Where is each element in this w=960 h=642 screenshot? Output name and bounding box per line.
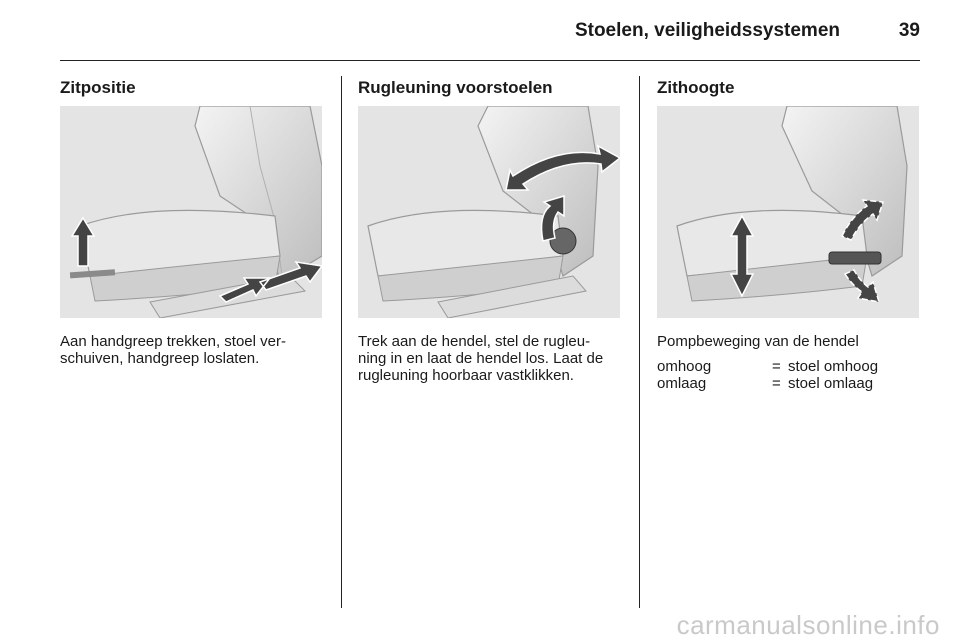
caption-rugleuning: [358, 333, 624, 384]
seat-fore-aft-illustration: [60, 106, 322, 318]
caption-text: Trek aan de hendel, stel de rugleu- ning in en laat de hendel los. Laat de rugleuning hoorbaar vastklikken.: [358, 333, 604, 384]
definition-meaning-stoel-omlaag: stoel omlaag: [788, 375, 874, 392]
caption-text: Pompbeweging van de hendel: [657, 333, 859, 350]
caption-zitpositie: [60, 333, 326, 367]
definition-term-omhoog: omhoog: [657, 358, 712, 375]
section-heading-zitpositie: Zitpositie: [60, 78, 136, 97]
caption-text: Aan handgreep trekken, stoel ver- schuiven, handgreep loslaten.: [60, 333, 286, 367]
height-lever: [829, 252, 881, 264]
definition-meaning-stoel-omhoog: stoel omhoog: [788, 358, 879, 375]
column-divider-2: [639, 76, 640, 608]
section-heading-rugleuning: Rugleuning voorstoelen: [358, 78, 553, 97]
caption-zithoogte: [657, 333, 923, 350]
column-divider-1: [341, 76, 342, 608]
watermark: carmanualsonline.info: [676, 610, 940, 640]
definition-separator: =: [772, 358, 781, 375]
definition-term-omlaag: omlaag: [657, 375, 707, 392]
page-number: 39: [898, 20, 920, 41]
seat-height-illustration: [657, 106, 919, 318]
page-header-title: Stoelen, veiligheidssystemen: [574, 20, 840, 41]
header-divider: [60, 60, 920, 61]
seat-backrest-illustration: [358, 106, 620, 318]
definition-separator: =: [772, 375, 781, 392]
section-heading-zithoogte: Zithoogte: [657, 78, 735, 97]
